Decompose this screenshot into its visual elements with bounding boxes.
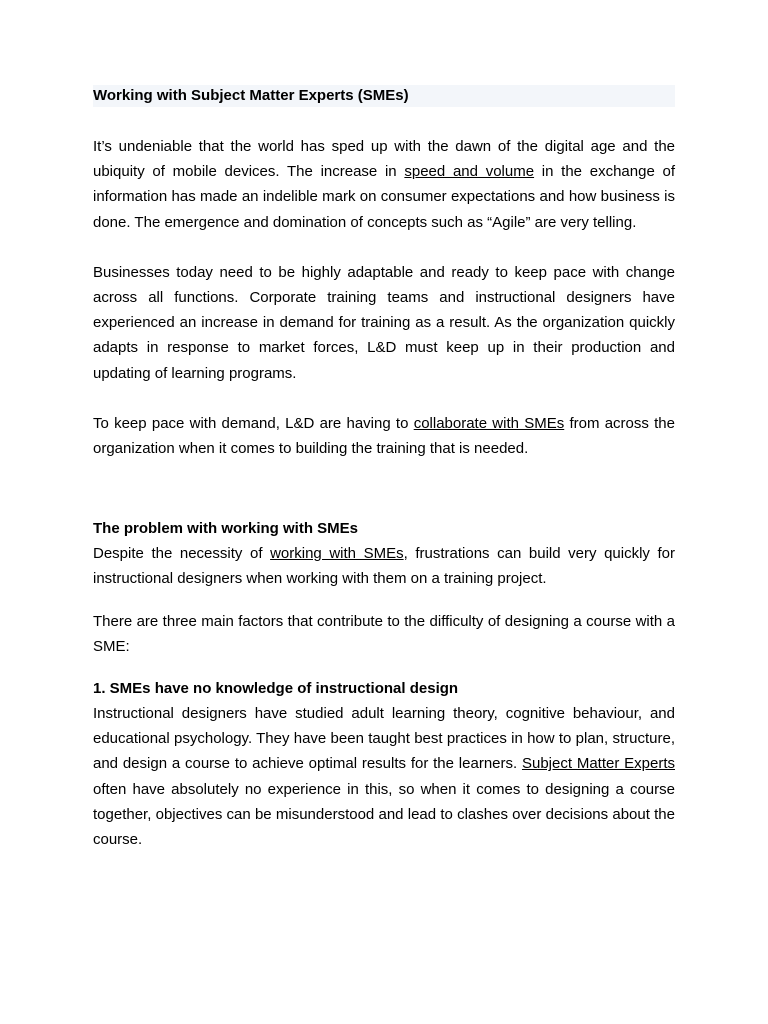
intro-text-1: It’s undeniable that the world has sped up with the dawn of the digital age and the ubiquity of mobile devices. The increase in (93, 138, 675, 181)
businesses-paragraph: Businesses today need to be highly adaptable and ready to keep pace with change across all functions. Corporate training teams and instructional designers have experienced an increase in demand for training as a result. As the organization quickly adapts in response to market forces, L&D must keep up in their production and updating of learning programs. (93, 263, 675, 382)
intro-text-2: in the exchange of information has made an indelible mark on consumer expectations and how business is done. The emergence and domination of concepts such as “Agile” are very telling. (93, 163, 676, 231)
factor-1-text-2: often have absolutely no experience in this, so when it comes to designing a course together, objectives can be misunderstood and lead to clashes over decisions about the course. (93, 780, 675, 849)
demand-text-1: To keep pace with demand, L&D are having to (93, 414, 414, 432)
factor-1-heading: 1. SMEs have no knowledge of instructional design (93, 680, 459, 698)
problem-text-1: Despite the necessity of (93, 545, 271, 563)
document-page (93, 85, 675, 852)
intro-paragraph (93, 134, 675, 235)
problem-paragraph (93, 541, 675, 591)
subject-matter-experts-link[interactable]: Subject Matter Experts (521, 755, 675, 773)
collaborate-with-smes-link[interactable]: collaborate with SMEs (413, 414, 565, 432)
problem-text-2: , frustrations can build very quickly for instructional designers when working with them on a training project. (93, 545, 676, 588)
problem-heading: The problem with working with SMEs (93, 520, 359, 538)
factors-intro-paragraph: There are three main factors that contribute to the difficulty of designing a course with a SME: (93, 612, 675, 655)
factor-1-text-1: Instructional designers have studied adult learning theory, cognitive behaviour, and educational psychology. They have been taught best practices in how to plan, structure, and design a course to achieve optimal results for the learners. (93, 705, 675, 773)
document-title: Working with Subject Matter Experts (SMEs) (93, 85, 675, 107)
factor-1-paragraph (93, 701, 675, 852)
working-with-smes-link[interactable]: working with SMEs (270, 545, 404, 563)
demand-paragraph (93, 411, 675, 461)
speed-and-volume-link[interactable]: speed and volume (404, 163, 535, 181)
demand-text-2: from across the organization when it comes to building the training that is needed. (93, 414, 675, 458)
